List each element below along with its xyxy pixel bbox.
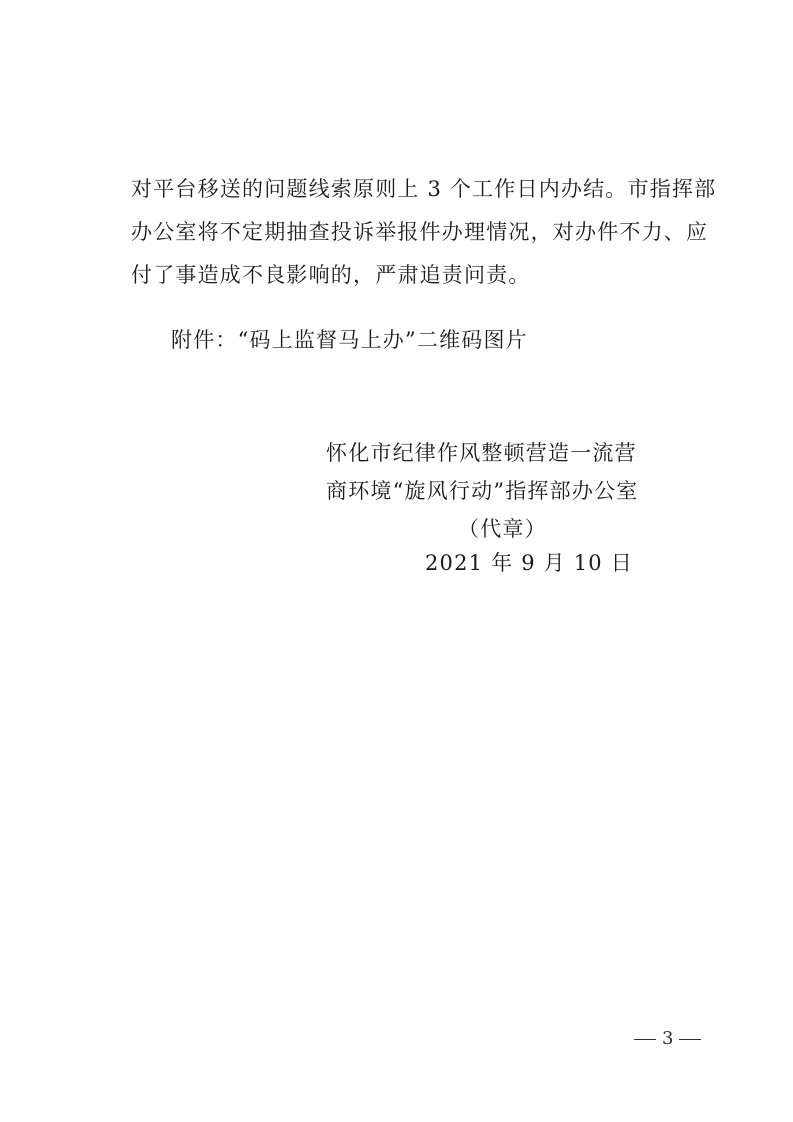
body-paragraph-line-3: 付了事造成不良影响的，严肃追责问责。 — [131, 263, 531, 287]
body-paragraph-line-2: 办公室将不定期抽查投诉举报件办理情况，对办件不力、应 — [131, 220, 709, 244]
attachment-note: 附件：“码上监督马上办”二维码图片 — [171, 328, 528, 352]
page-number-dash-left — [634, 1039, 656, 1040]
signature-org-line-2: 商环境“旋风行动”指挥部办公室 — [326, 479, 639, 503]
page-number — [628, 1028, 707, 1050]
signature-date: 2021 年 9 月 10 日 — [425, 551, 633, 575]
body-paragraph-line-1: 对平台移送的问题线索原则上 3 个工作日内办结。市指挥部 — [131, 177, 717, 201]
signature-org-line-1: 怀化市纪律作风整顿营造一流营 — [326, 441, 637, 465]
page-number-value: 3 — [662, 1028, 674, 1049]
page-number-dash-right — [679, 1039, 701, 1040]
signature-seal-note: （代章） — [458, 517, 547, 541]
